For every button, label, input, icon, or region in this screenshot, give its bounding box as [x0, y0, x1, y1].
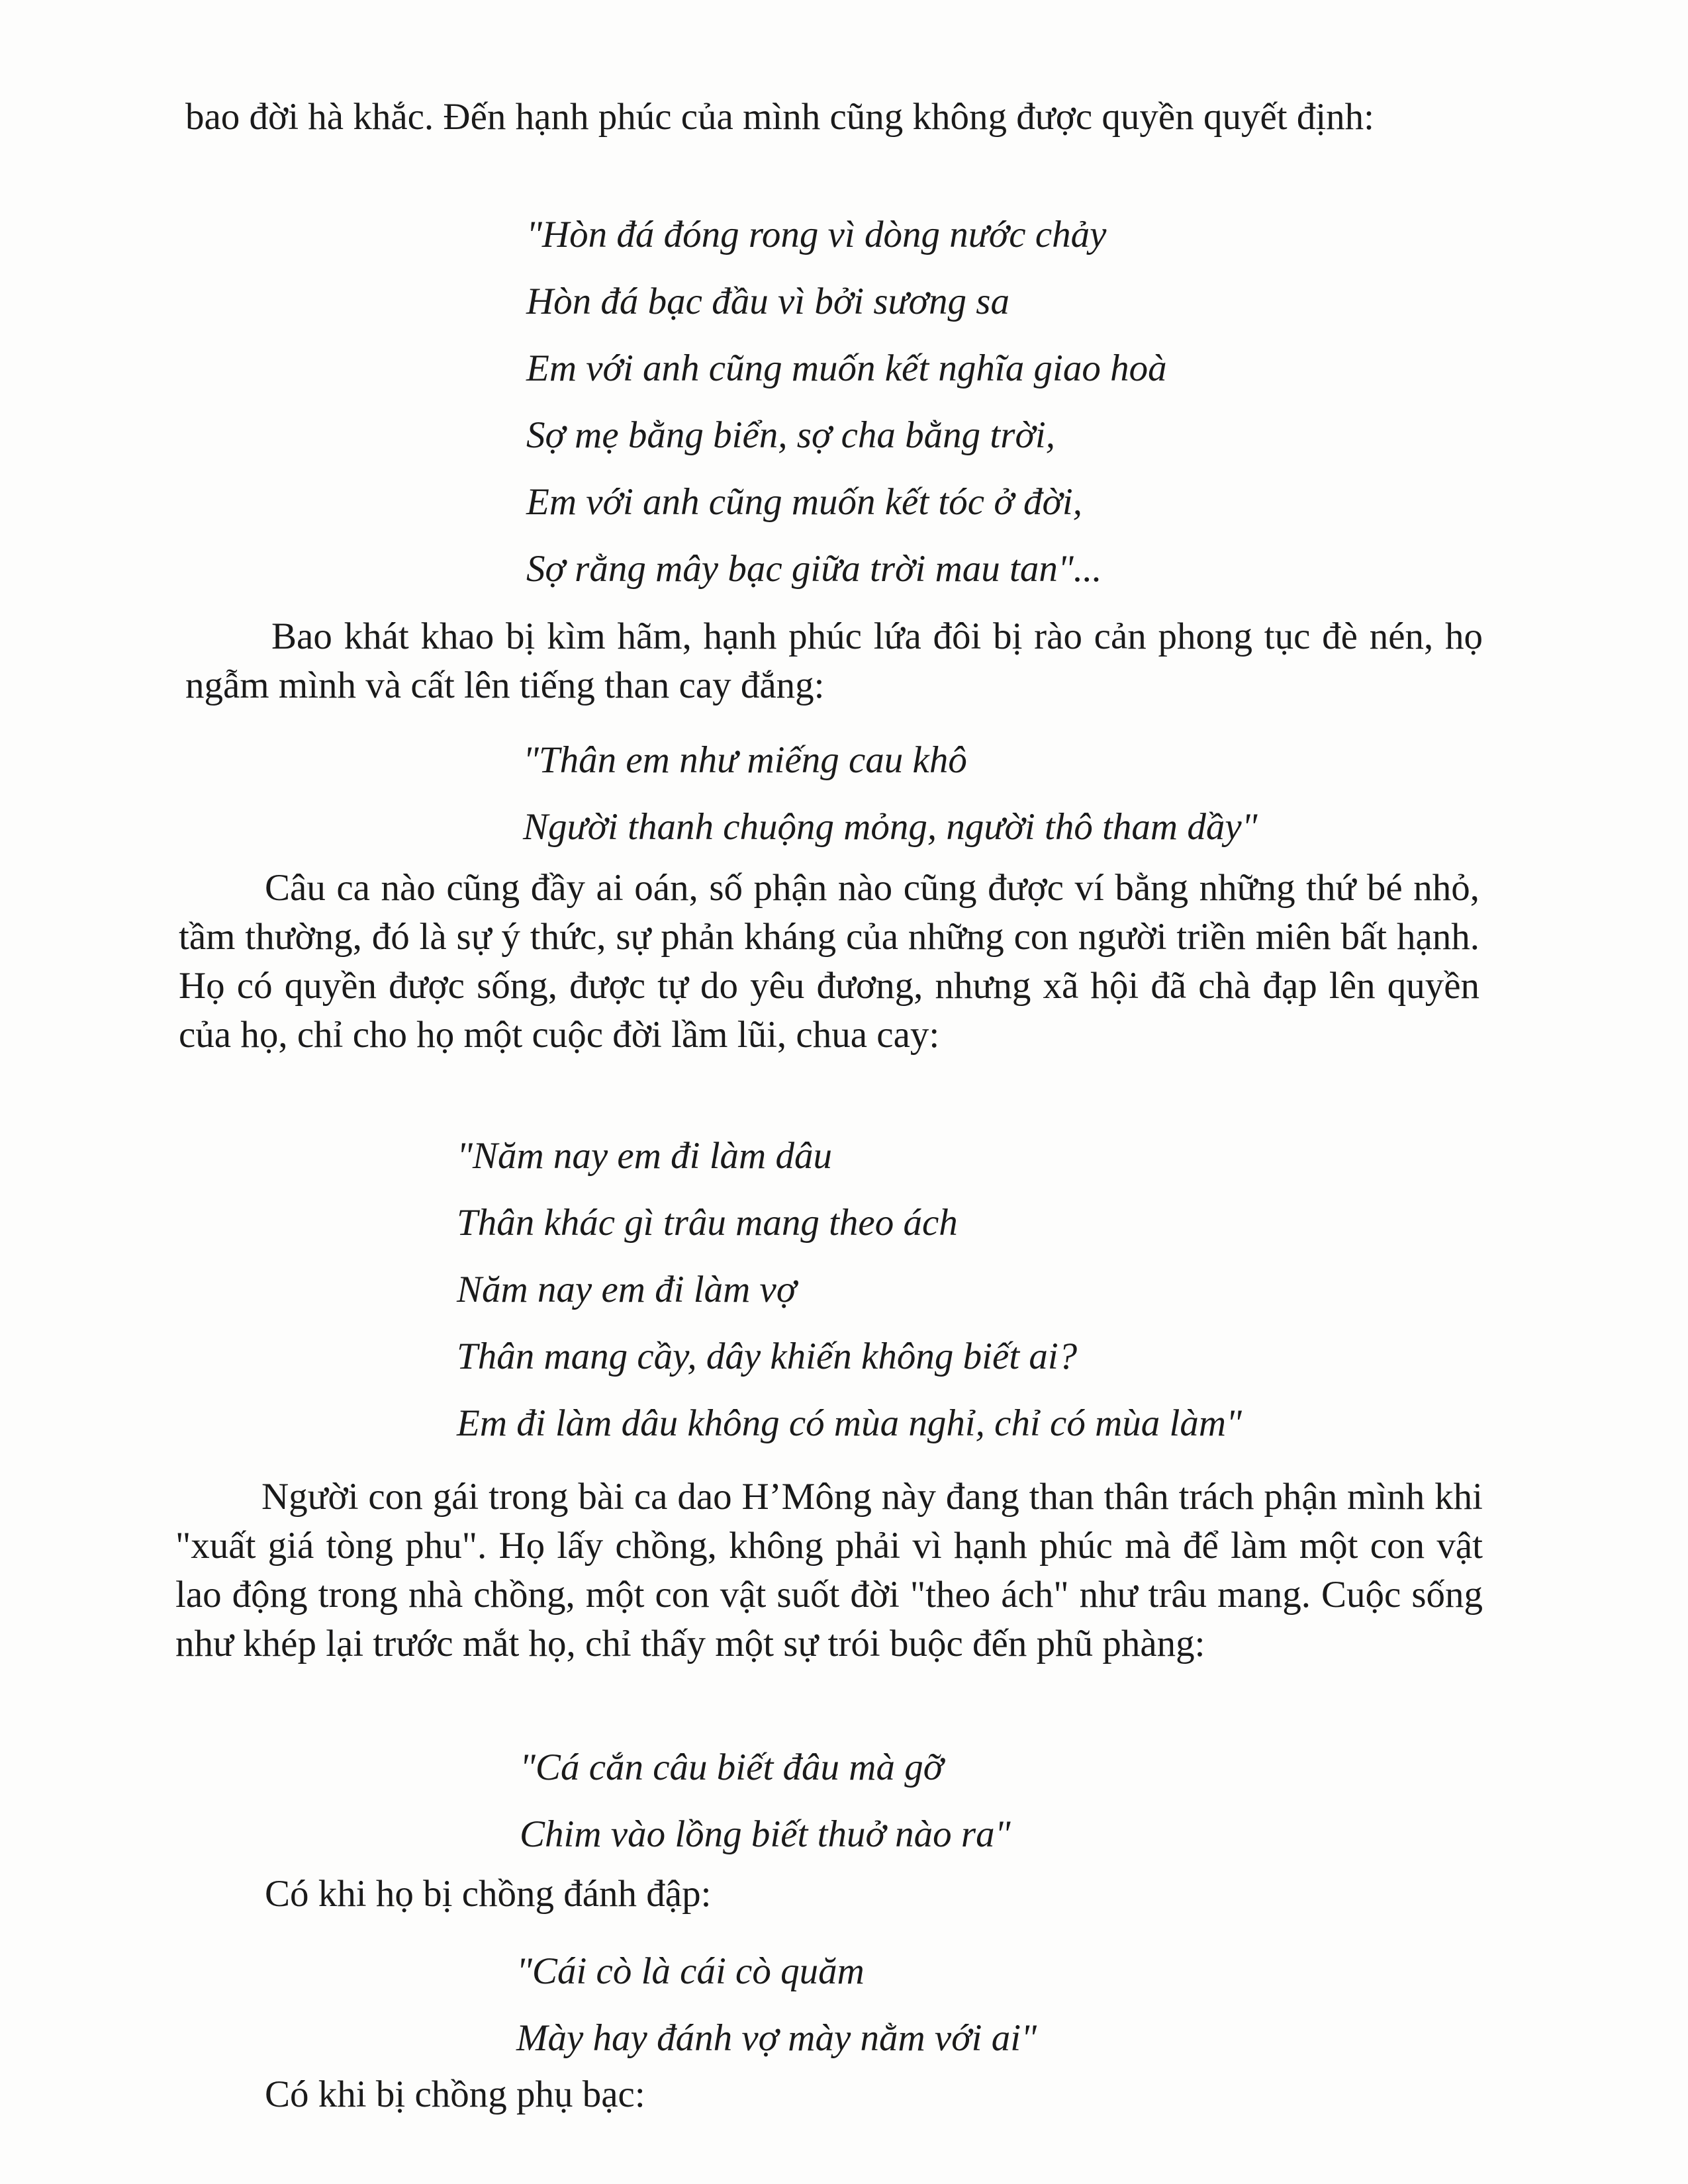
verse-line: "Cá cắn câu biết đâu mà gỡ — [520, 1747, 944, 1788]
verse-5 — [516, 1938, 1037, 2071]
verse-line: Người thanh chuộng mỏng, người thô tham dầy" — [523, 806, 1258, 848]
verse-line: Thân mang cầy, dây khiến không biết ai? — [457, 1336, 1078, 1377]
paragraph-3: Câu ca nào cũng đầy ai oán, số phận nào cũng được ví bằng những thứ bé nhỏ, tầm thường, đó là sự ý thức, sự phản kháng của những con người triền miên bất hạnh. Họ có quyền được sống, được tự do yêu đương, nhưng xã hội đã chà đạp lên quyền của họ, chỉ cho họ một cuộc đời lầm lũi, chua cay: — [179, 867, 1479, 1056]
verse-3 — [457, 1122, 1242, 1457]
verse-line: Năm nay em đi làm vợ — [457, 1269, 797, 1310]
verse-1 — [526, 201, 1167, 602]
verse-line: Hòn đá bạc đầu vì bởi sương sa — [526, 281, 1009, 322]
verse-line: Sợ mẹ bằng biển, sợ cha bằng trời, — [526, 414, 1055, 456]
verse-line: Em với anh cũng muốn kết tóc ở đời, — [526, 481, 1082, 523]
verse-line: Em đi làm dâu không có mùa nghỉ, chỉ có mùa làm" — [457, 1402, 1242, 1444]
verse-4 — [520, 1734, 1011, 1868]
verse-line: Sợ rằng mây bạc giữa trời mau tan"... — [526, 548, 1102, 590]
verse-line: Mày hay đánh vợ mày nằm với ai" — [516, 2017, 1037, 2059]
verse-line: Thân khác gì trâu mang theo ách — [457, 1202, 958, 1244]
paragraph-5: Có khi họ bị chồng đánh đập: — [265, 1873, 712, 1915]
paragraph-2: Bao khát khao bị kìm hãm, hạnh phúc lứa đôi bị rào cản phong tục đè nén, họ ngẫm mình và cất lên tiếng than cay đắng: — [185, 615, 1483, 706]
verse-line: "Cái cò là cái cò quăm — [516, 1950, 865, 1992]
verse-line: "Hòn đá đóng rong vì dòng nước chảy — [526, 214, 1107, 255]
verse-line: Em với anh cũng muốn kết nghĩa giao hoà — [526, 347, 1167, 389]
verse-2 — [523, 727, 1258, 860]
paragraph-1: bao đời hà khắc. Đến hạnh phúc của mình cũng không được quyền quyết định: — [185, 96, 1375, 138]
paragraph-4: Người con gái trong bài ca dao H’Mông này đang than thân trách phận mình khi "xuất giá tòng phu". Họ lấy chồng, không phải vì hạnh phúc mà để làm một con vật lao động trong nhà chồng, một con vật suốt đời "theo ách" như trâu mang. Cuộc sống như khép lại trước mắt họ, chỉ thấy một sự trói buộc đến phũ phàng: — [175, 1476, 1483, 1664]
verse-line: Chim vào lồng biết thuở nào ra" — [520, 1813, 1011, 1855]
verse-line: "Năm nay em đi làm dâu — [457, 1135, 832, 1177]
verse-line: "Thân em như miếng cau khô — [523, 739, 967, 781]
paragraph-6: Có khi bị chồng phụ bạc: — [265, 2073, 645, 2115]
